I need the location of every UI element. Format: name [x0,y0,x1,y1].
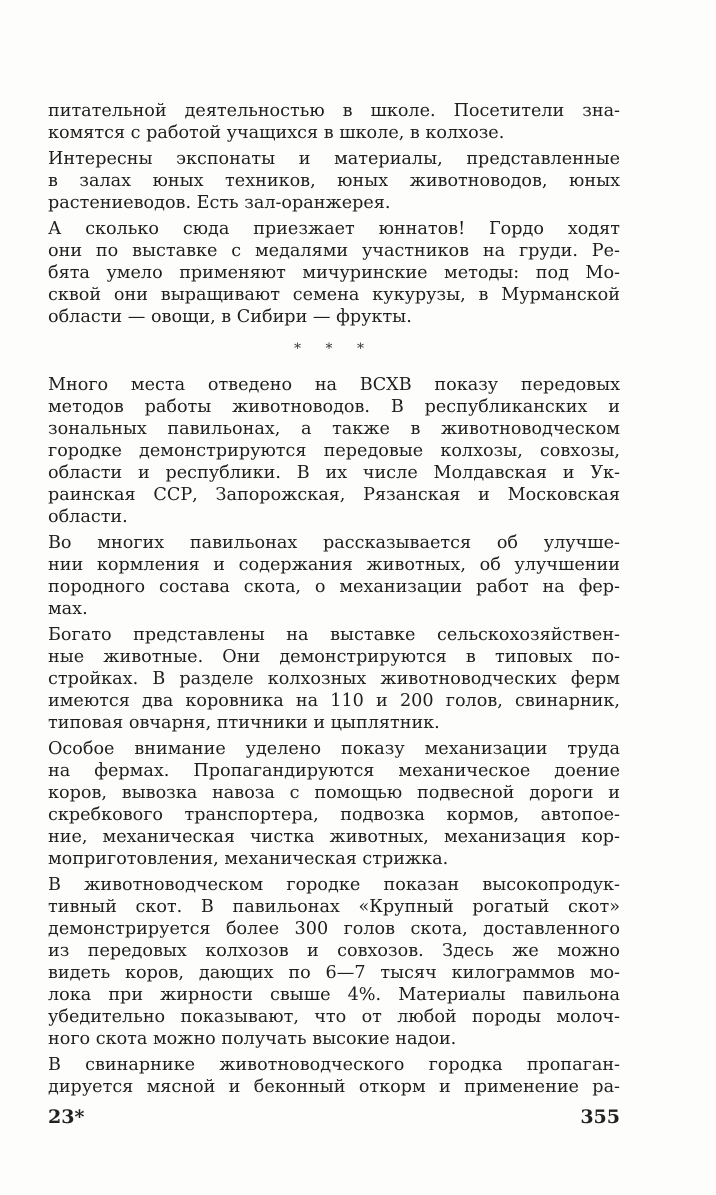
paragraph [48,624,620,734]
text-line: породного состава скота, о механизации работ на фер- [48,577,620,597]
text-line: ные животные. Они демонстрируются в типовых по- [48,647,620,667]
text-line: Во многих павильонах рассказывается об улучше- [48,533,620,553]
text-line: Особое внимание уделено показу механизации труда [48,739,620,759]
text-line: Интересны экспонаты и материалы, представленные [48,149,620,169]
text-line: бята умело применяют мичуринские методы: под Мо- [48,263,620,283]
text-line: Много места отведено на ВСХВ показу передовых [48,375,620,395]
paragraph [48,100,620,144]
text-line: методов работы животноводов. В республиканских и [48,397,620,417]
text-line: питательной деятельностью в школе. Посетители зна- [48,101,620,121]
text-line: из передовых колхозов и совхозов. Здесь же можно [48,941,620,961]
bottom-section [48,374,620,1098]
text-line: убедительно показывают, что от любой породы молоч- [48,1007,620,1027]
paragraph [48,218,620,328]
text-line: зональных павильонах, а также в животноводческом [48,419,620,439]
paragraph [48,374,620,528]
text-line: имеются два коровника на 110 и 200 голов, свинарник, [48,691,620,711]
text-line: они по выставке с медалями участников на груди. Ре- [48,241,620,261]
text-line: типовая овчарня, птичники и цыплятник. [48,713,440,733]
top-section [48,100,620,328]
text-line: В животноводческом городке показан высокопродук- [48,875,620,895]
text-line: растениеводов. Есть зал-оранжерея. [48,193,391,213]
text-line: мах. [48,599,88,619]
text-line: области — овощи, в Сибири — фрукты. [48,307,412,327]
text-line: видеть коров, дающих по 6—7 тысяч килограммов мо- [48,963,620,983]
text-line: сквой они выращивают семена кукурузы, в Мурманской [48,285,620,305]
paragraph [48,148,620,214]
text-line: ного скота можно получать высокие надои. [48,1029,457,1049]
text-line: тивный скот. В павильонах «Крупный рогатый скот» [48,897,620,917]
section-separator: * * * [294,341,374,357]
text-line: скребкового транспортера, подвозка кормов, автопое- [48,805,620,825]
text-line: ние, механическая чистка животных, механизация кор- [48,827,620,847]
text-line: моприготовления, механическая стрижка. [48,849,449,869]
text-line: области. [48,507,128,527]
text-line: в залах юных техников, юных животноводов, юных [48,171,620,191]
page-number: 355 [580,1106,620,1128]
text-line: В свинарнике животноводческого городка пропаган- [48,1055,620,1075]
page-footer [48,1106,620,1130]
text-line: комятся с работой учащихся в школе, в колхозе. [48,123,505,143]
signature-mark: 23* [48,1106,85,1128]
paragraph [48,532,620,620]
paragraph [48,738,620,870]
text-line: стройках. В разделе колхозных животноводческих ферм [48,669,620,689]
body-text [48,100,620,1102]
text-line: дируется мясной и беконный откорм и применение ра- [48,1077,620,1097]
paragraph [48,1054,620,1098]
text-line: коров, вывозка навоза с помощью подвесной дороги и [48,783,620,803]
text-line: лока при жирности свыше 4%. Материалы павильона [48,985,620,1005]
text-line: демонстрируется более 300 голов скота, доставленного [48,919,620,939]
text-line: А сколько сюда приезжает юннатов! Гордо ходят [48,219,620,239]
text-line: на фермах. Пропагандируются механическое доение [48,761,620,781]
text-line: области и республики. В их числе Молдавская и Ук- [48,463,620,483]
paragraph [48,874,620,1050]
text-line: нии кормления и содержания животных, об улучшении [48,555,620,575]
text-line: раинская ССР, Запорожская, Рязанская и Московская [48,485,620,505]
text-line: городке демонстрируются передовые колхозы, совхозы, [48,441,620,461]
text-line: Богато представлены на выставке сельскохозяйствен- [48,625,620,645]
